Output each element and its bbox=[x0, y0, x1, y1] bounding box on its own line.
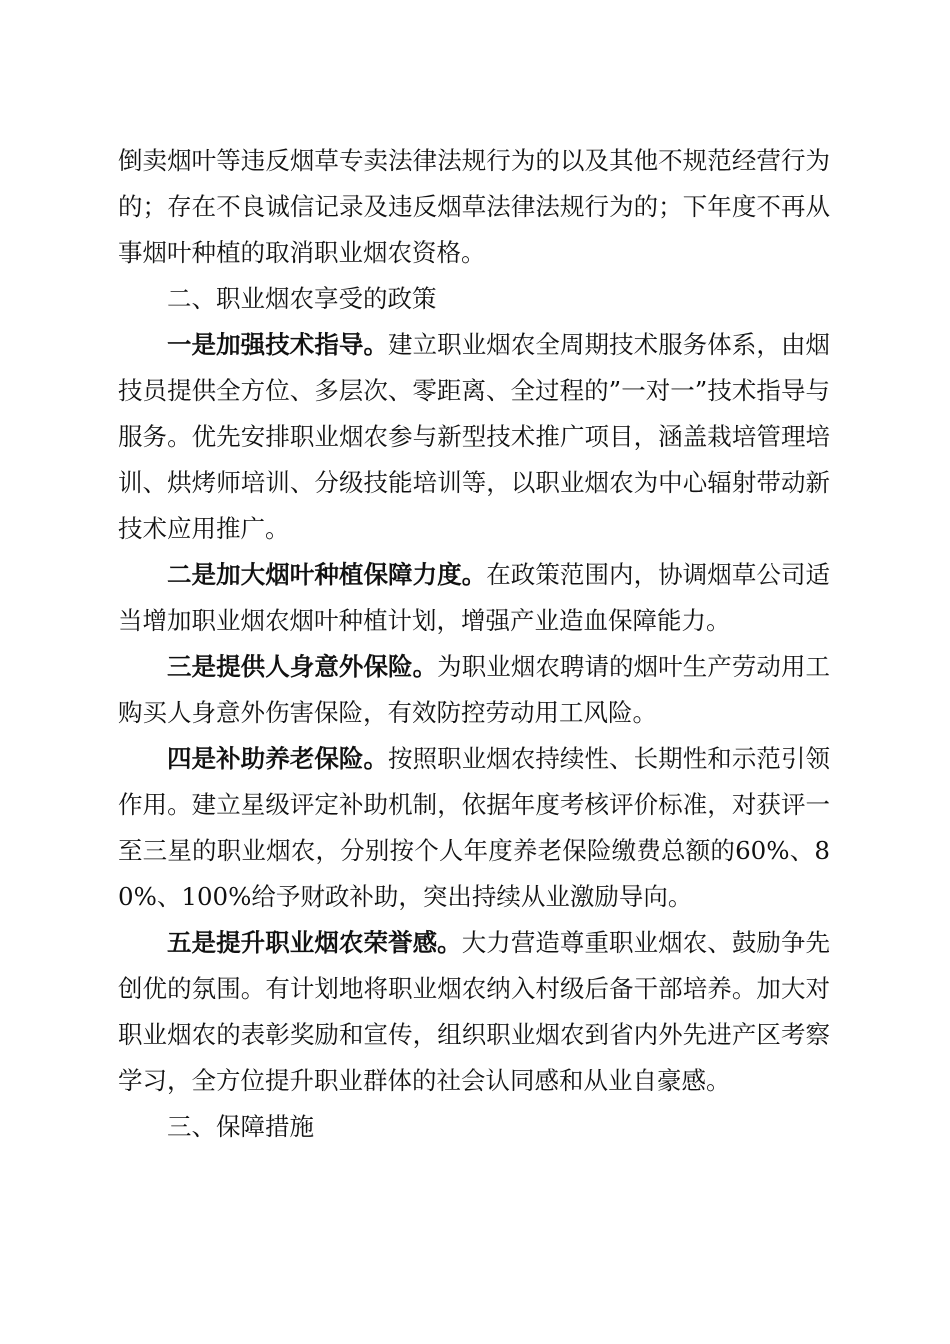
policy-text: 建立职业烟农全周期技术服务体系，由烟技员提供全方位、多层次、零距离、全过程的”一对一”技术指导与服务。优先安排职业烟农参与新型技术推广项目，涵盖栽培管理培训、烘烤师培训、分级技能培训等，以职业烟农为中心辐射带动新技术应用推广。 bbox=[118, 330, 831, 543]
heading-text: 三、保障措施 bbox=[167, 1112, 314, 1141]
policy-paragraph-accident-insurance bbox=[118, 644, 830, 736]
section-heading-policies bbox=[118, 276, 830, 322]
policy-text: 大力营造尊重职业烟农、鼓励争先创优的氛围。有计划地将职业烟农纳入村级后备干部培养。加大对职业烟农的表彰奖励和宣传，组织职业烟农到省内外先进产区考察学习，全方位提升职业群体的社会认同感和从业自豪感。 bbox=[118, 928, 831, 1095]
paragraph-text: 倒卖烟叶等违反烟草专卖法律法规行为的以及其他不规范经营行为的；存在不良诚信记录及违反烟草法律法规行为的；下年度不再从事烟叶种植的取消职业烟农资格。 bbox=[118, 146, 830, 267]
policy-lead: 一是加强技术指导。 bbox=[167, 330, 389, 359]
policy-text: 为职业烟农聘请的烟叶生产劳动用工购买人身意外伤害保险，有效防控劳动用工风险。 bbox=[118, 652, 831, 727]
policy-lead: 三是提供人身意外保险。 bbox=[167, 652, 438, 681]
policy-paragraph-technical-guidance bbox=[118, 322, 830, 552]
policy-text: 按照职业烟农持续性、长期性和示范引领作用。建立星级评定补助机制，依据年度考核评价标准，对获评一至三星的职业烟农，分别按个人年度养老保险缴费总额的60%、80%、100%给予财政补助，突出持续从业激励导向。 bbox=[118, 744, 831, 911]
policy-lead: 四是补助养老保险。 bbox=[167, 744, 389, 773]
document-body bbox=[118, 138, 830, 1150]
policy-paragraph-honor bbox=[118, 920, 830, 1104]
policy-paragraph-pension-subsidy bbox=[118, 736, 830, 920]
policy-paragraph-planting-support bbox=[118, 552, 830, 644]
policy-text: 在政策范围内，协调烟草公司适当增加职业烟农烟叶种植计划，增强产业造血保障能力。 bbox=[118, 560, 830, 635]
section-heading-safeguards bbox=[118, 1104, 830, 1150]
paragraph-continuation bbox=[118, 138, 830, 276]
policy-lead: 二是加大烟叶种植保障力度。 bbox=[167, 560, 487, 589]
heading-text: 二、职业烟农享受的政策 bbox=[167, 284, 437, 313]
policy-lead: 五是提升职业烟农荣誉感。 bbox=[167, 928, 462, 957]
